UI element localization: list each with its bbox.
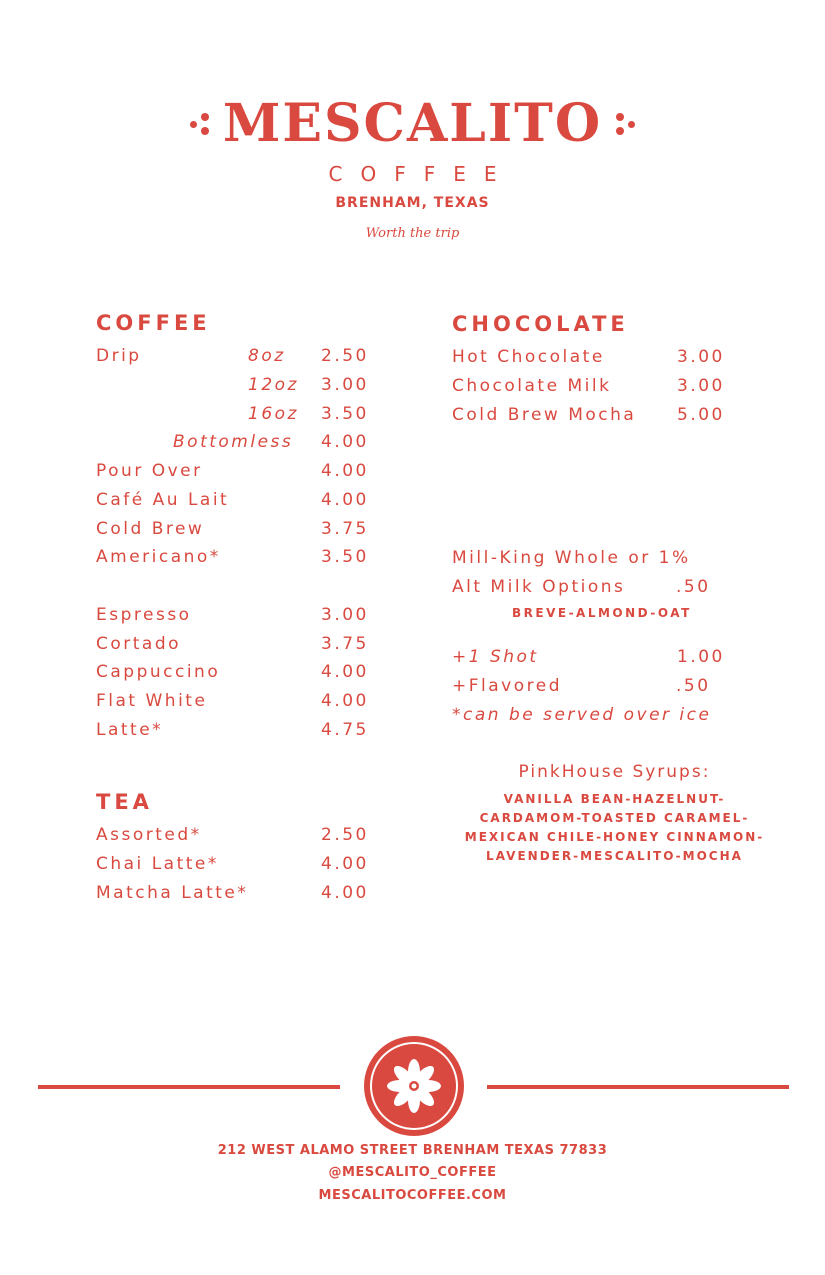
item-price: 4.75 [321,720,369,740]
menu-item [96,516,386,542]
footer-social[interactable]: @MESCALITO_COFFEE [328,1165,497,1180]
brand-location: BRENHAM, TEXAS [335,195,490,211]
item-price: 3.00 [677,376,725,396]
flower-icon [364,1036,464,1136]
item-price: 3.50 [321,404,369,424]
item-price: 2.50 [321,825,369,845]
brand-header [0,93,825,154]
item-name: Matcha Latte* [96,883,249,903]
syrup-line: CARDAMOM-TOASTED CARAMEL- [479,811,750,825]
item-name: Espresso [96,605,192,625]
alt-milk-list: BREVE-ALMOND-OAT [512,606,692,620]
menu-item-drip-8oz [96,343,386,369]
menu-item [96,822,386,848]
syrup-line: LAVENDER-MESCALITO-MOCHA [486,849,743,863]
item-size: 16oz [248,404,299,424]
item-price: 3.75 [321,519,369,539]
item-name: Cortado [96,634,182,654]
item-price: 4.00 [321,662,369,682]
syrup-line: VANILLA BEAN-HAZELNUT- [503,792,726,806]
menu-item [452,344,752,370]
footer-website[interactable]: MESCALITOCOFFEE.COM [318,1188,507,1203]
item-price: 4.00 [321,461,369,481]
syrups-list [452,790,777,866]
left-ornament-icon [190,113,209,135]
menu-item [96,544,386,570]
footer-rule-left [38,1085,340,1089]
item-name: Chai Latte* [96,854,219,874]
menu-item [452,373,752,399]
brand-title: MESCALITO [222,93,603,154]
brand-tagline: Worth the trip [365,226,460,241]
item-name: Chocolate Milk [452,376,612,396]
item-price: 3.75 [321,634,369,654]
menu-item [96,688,386,714]
item-name: Cold Brew [96,519,205,539]
menu-item [96,880,386,906]
footer-address: 212 WEST ALAMO STREET BRENHAM TEXAS 77833 [217,1143,608,1158]
item-price: 3.50 [321,547,369,567]
emblem-logo [364,1036,464,1136]
addon-shot-row [452,644,772,670]
milk-whole-text: Mill-King Whole or 1% [452,548,691,568]
item-price: 3.00 [677,347,725,367]
item-price: 1.00 [677,647,725,667]
syrups-title: PinkHouse Syrups: [518,762,711,782]
ice-note [452,702,772,728]
item-name: Latte* [96,720,164,740]
ice-note-text: *can be served over ice [452,705,712,725]
item-name: Café Au Lait [96,490,230,510]
menu-item-drip-bottomless [96,429,386,455]
item-price: 2.50 [321,346,369,366]
item-price: 4.00 [321,854,369,874]
item-size: Bottomless [173,432,294,452]
item-size: 12oz [248,375,299,395]
item-price: .50 [676,577,711,597]
milk-whole-line [452,545,772,571]
item-price: 3.00 [321,605,369,625]
item-size: 8oz [248,346,286,366]
alt-milk-row [452,574,772,600]
menu-item [96,717,386,743]
menu-item [96,487,386,513]
syrup-line: MEXICAN CHILE-HONEY CINNAMON- [464,830,765,844]
item-name: +1 Shot [452,647,539,667]
menu-item [96,602,386,628]
item-name: Americano* [96,547,221,567]
item-price: .50 [676,676,711,696]
brand-subtitle: COFFEE [328,162,515,186]
item-name: Alt Milk Options [452,577,626,597]
item-name: Pour Over [96,461,203,481]
menu-item-drip-12oz [96,372,386,398]
menu-item [96,631,386,657]
menu-item [96,851,386,877]
item-price: 4.00 [321,883,369,903]
item-price: 4.00 [321,490,369,510]
item-name: +Flavored [452,676,562,696]
menu-item [96,659,386,685]
item-name: Cold Brew Mocha [452,405,637,425]
item-name: Drip [96,346,142,366]
right-ornament-icon [616,113,635,135]
item-price: 3.00 [321,375,369,395]
footer-rule-right [487,1085,789,1089]
item-price: 4.00 [321,691,369,711]
item-name: Cappuccino [96,662,221,682]
chocolate-section-title: CHOCOLATE [452,312,629,336]
menu-item [452,402,752,428]
item-price: 5.00 [677,405,725,425]
item-name: Flat White [96,691,208,711]
tea-section-title: TEA [96,790,153,814]
addon-flavored-row [452,673,772,699]
menu-item-drip-16oz [96,401,386,427]
item-price: 4.00 [321,432,369,452]
item-name: Hot Chocolate [452,347,605,367]
menu-item [96,458,386,484]
coffee-section-title: COFFEE [96,311,211,335]
item-name: Assorted* [96,825,202,845]
